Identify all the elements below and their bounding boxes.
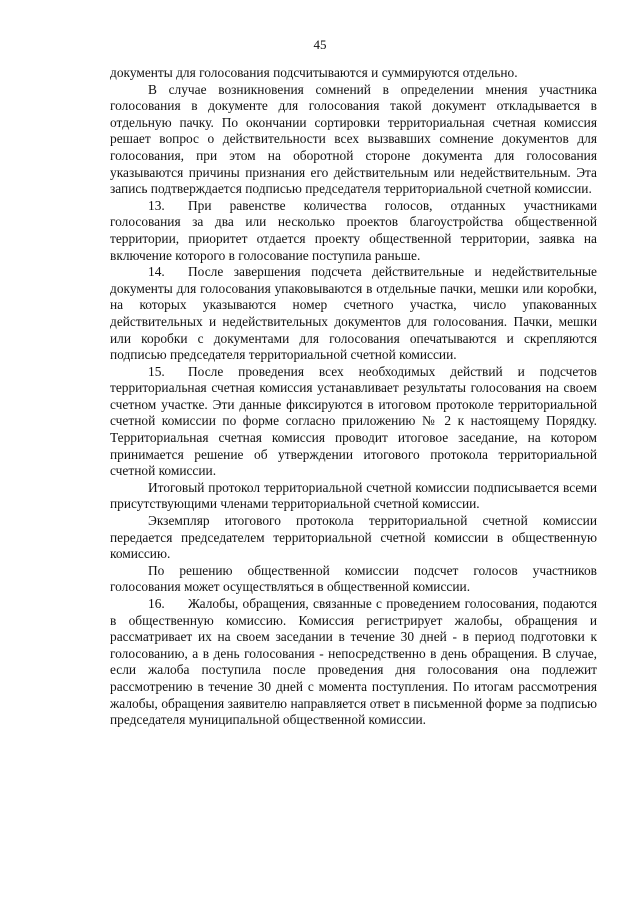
item-number: 16. — [148, 596, 165, 611]
page-number: 45 — [313, 37, 327, 52]
paragraph-text: Жалобы, обращения, связанные с проведением голосования, подаются в общественную комиссию. Комиссия регистрирует жалобы, обращения и рассматривает их на своем заседании в течение 30 дней - в период подготовки к голосованию, а в день голосования - непосредственно в день обращения. В случае, если жалоба поступила после проведения дня голосования она подлежит рассмотрению в течение 30 дней с момента поступления. По итогам рассмотрения жалобы, обращения заявителю направляется ответ в письменной форме за подписью председателя муниципальной общественной комиссии. — [110, 596, 597, 728]
paragraph-doubtful-documents — [110, 82, 597, 198]
paragraph-text: По решению общественной комиссии подсчет голосов участников голосования может осуществляться в общественной комиссии. — [110, 562, 597, 595]
paragraph-text: Итоговый протокол территориальной счетной комиссии подписывается всеми присутствующими членами территориальной счетной комиссии. — [110, 479, 597, 512]
paragraph-text: После проведения всех необходимых действий и подсчетов территориальная счетная комиссия устанавливает результаты голосования на своем счетном участке. Эти данные фиксируются в итоговом протоколе территориальной счетной комиссии по форме согласно приложению № 2 к настоящему Порядку. Территориальная счетная комиссия проводит итоговое заседание, на котором принимается решение об утверждении итогового протокола территориальной счетной комиссии. — [110, 363, 597, 479]
paragraph-text: документы для голосования подсчитываются и суммируются отдельно. — [110, 65, 518, 80]
paragraph-item-16 — [110, 596, 597, 729]
paragraph-item-14 — [110, 264, 597, 364]
paragraph-final-protocol-signing — [110, 480, 597, 513]
item-number: 15. — [148, 363, 165, 379]
paragraph-continuation — [110, 65, 597, 82]
item-number: 14. — [148, 264, 165, 280]
paragraph-item-13 — [110, 198, 597, 264]
paragraph-text: В случае возникновения сомнений в определении мнения участника голосования в документе для голосования такой документ откладывается в отдельную пачку. По окончании сортировки территориальная счетная комиссия решает вопрос о действительности всех вызвавших сомнение документов для голосования, при этом на оборотной стороне документа для голосования указываются причины признания его действительным или недействительным. Эта запись подтверждается подписью председателя территориальной счетной комиссии. — [110, 81, 597, 197]
document-body — [110, 65, 597, 729]
paragraph-item-15 — [110, 364, 597, 480]
paragraph-text: При равенстве количества голосов, отданных участниками голосования за два или несколько проектов благоустройства общественной территории, приоритет отдается проекту общественной территории, заявка на включение которого в голосование поступила раньше. — [110, 197, 597, 263]
paragraph-protocol-copy — [110, 513, 597, 563]
item-number: 13. — [148, 197, 165, 213]
paragraph-text: Экземпляр итогового протокола территориальной счетной комиссии передается председателем территориальной счетной комиссии в общественную комиссию. — [110, 513, 597, 562]
paragraph-text: После завершения подсчета действительные и недействительные документы для голосования упаковываются в отдельные пачки, мешки или коробки, на которых указываются номер счетного участка, число упакованных действительных и недействительных документов для голосования. Пачки, мешки или коробки с документами для голосования опечатываются и скрепляются подписью председателя территориальной счетной комиссии. — [110, 264, 597, 363]
paragraph-public-commission-count — [110, 563, 597, 596]
